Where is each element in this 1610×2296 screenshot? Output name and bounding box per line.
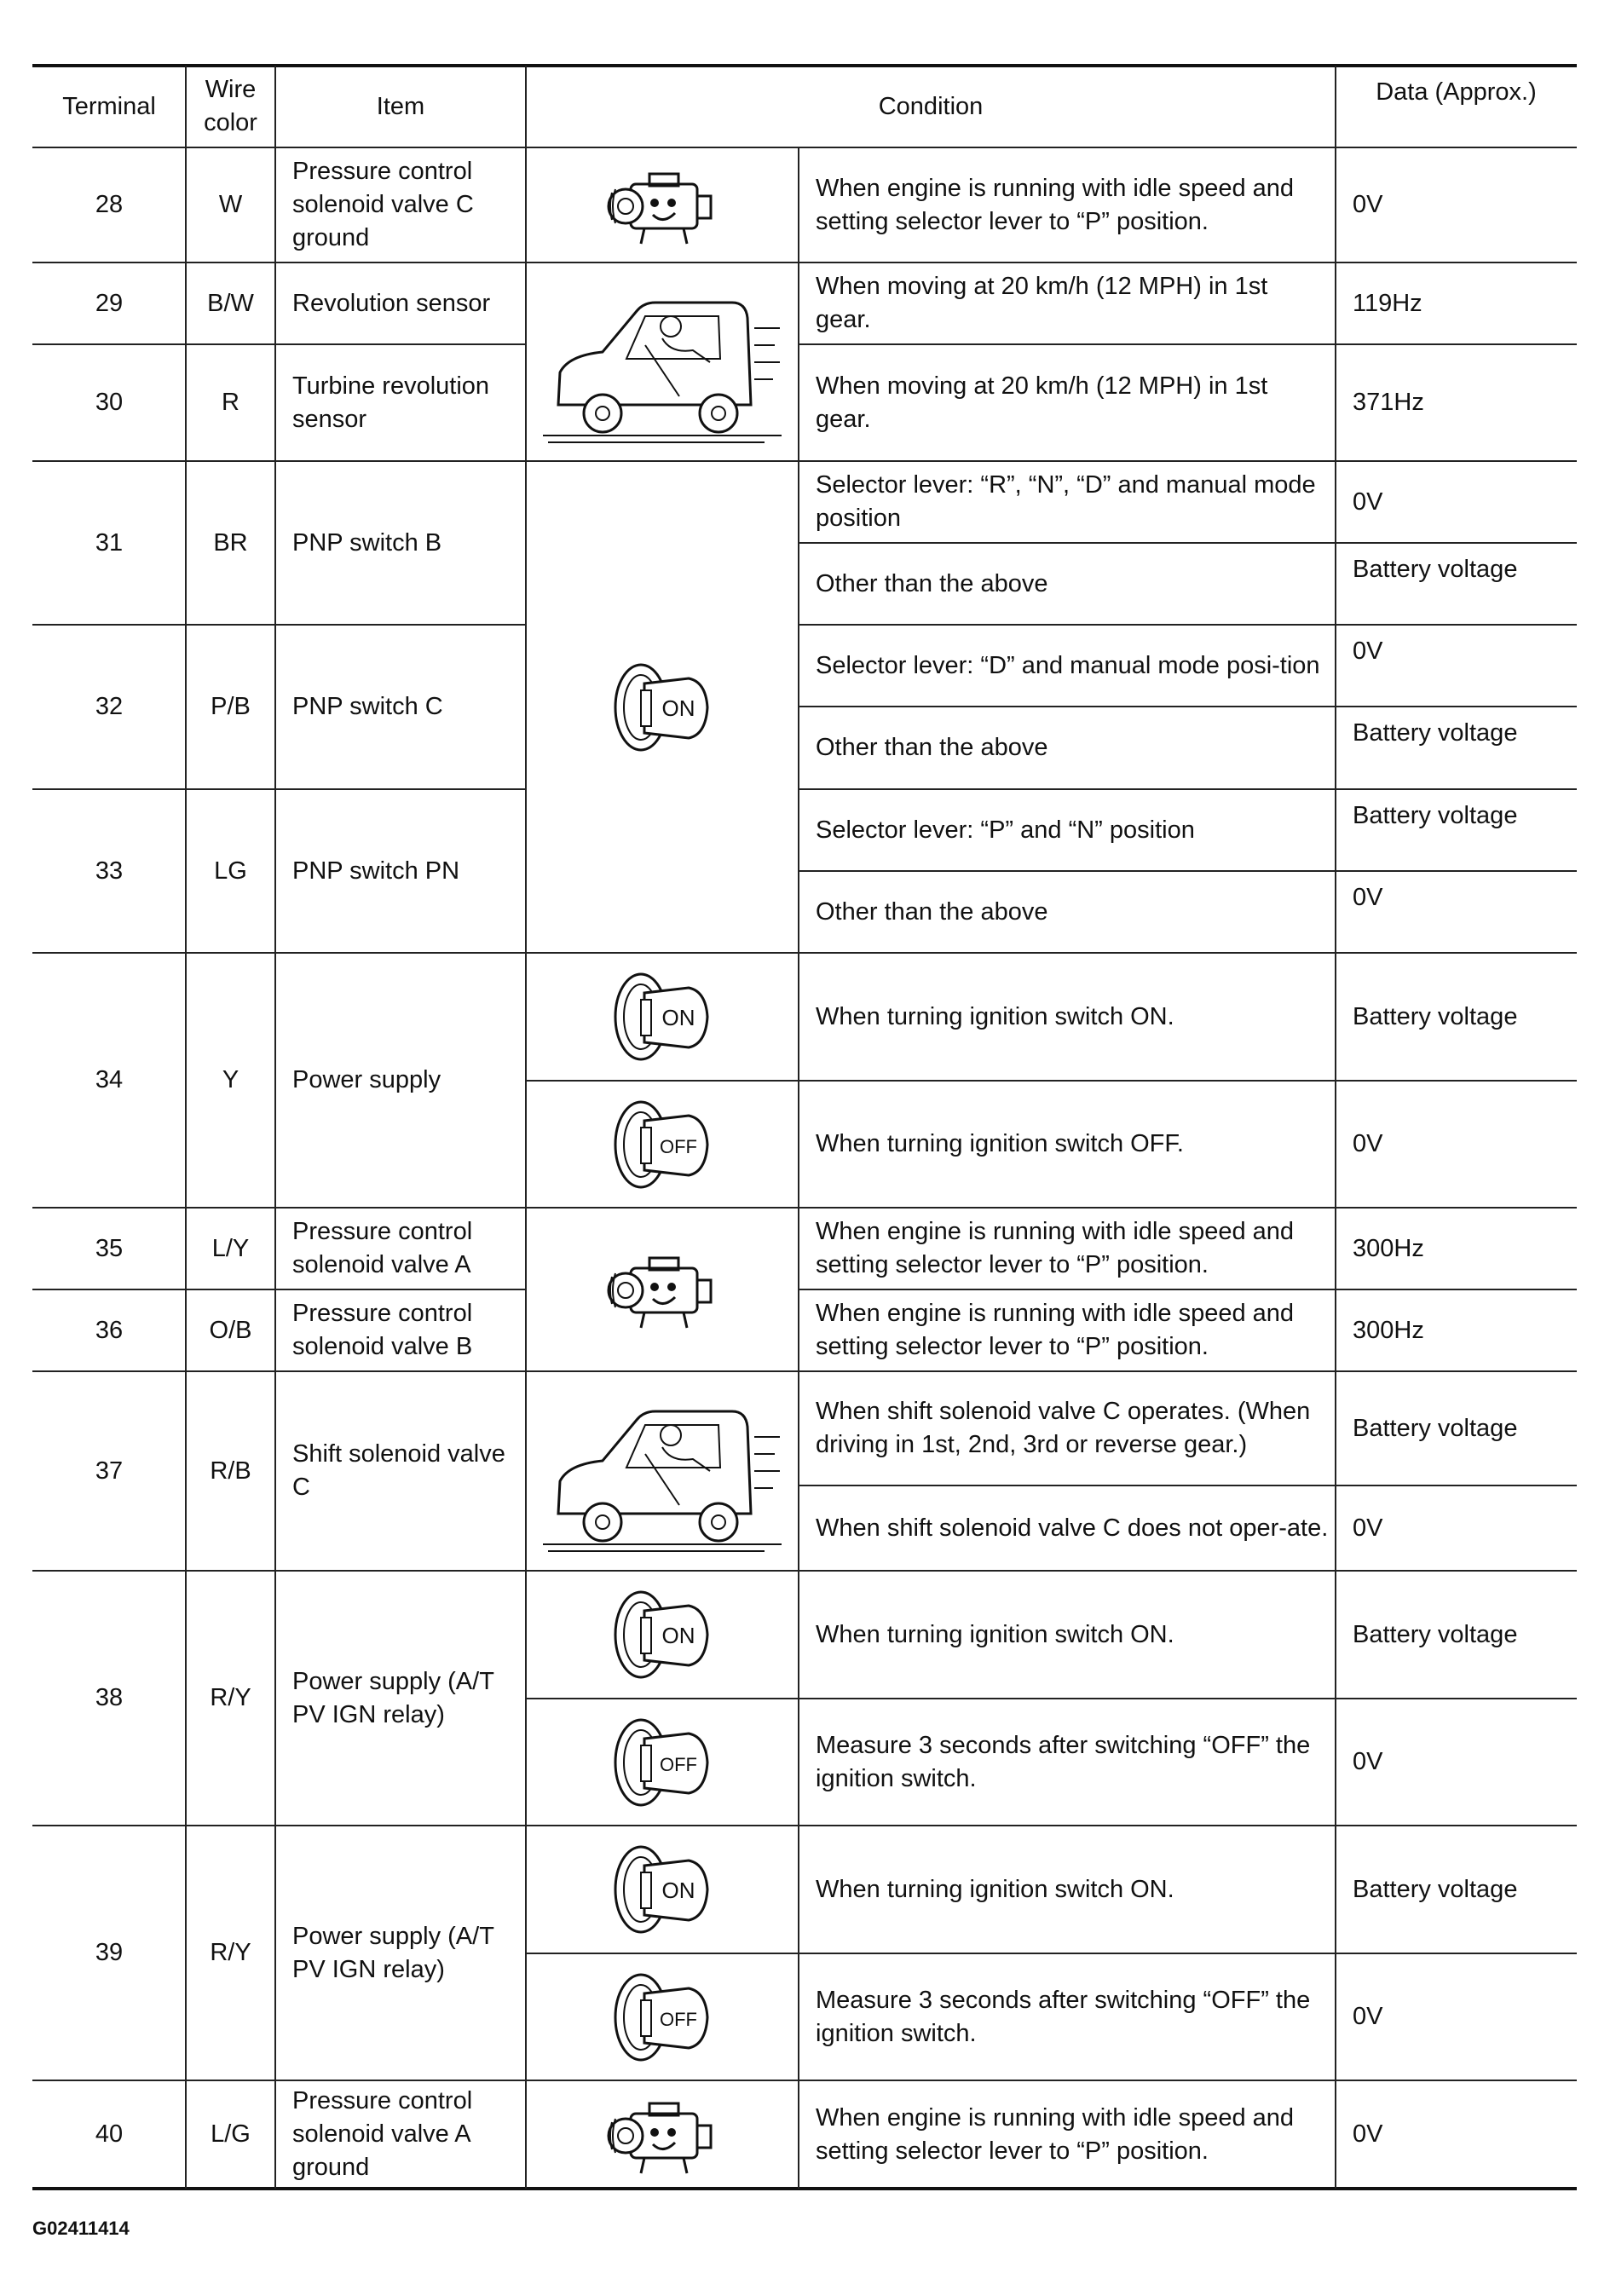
wire-color-cell-text: P/B	[211, 693, 251, 720]
figure-code: G02411414	[32, 2218, 130, 2239]
item-cell-text: Turbine revolution sensor	[292, 372, 490, 433]
engine-running-icon	[526, 2080, 799, 2189]
data-cell	[1336, 262, 1577, 344]
ignition-key-on-icon	[607, 656, 718, 759]
terminal-cell	[32, 953, 186, 1208]
data-cell-text: Battery voltage	[1353, 719, 1518, 747]
column-divider	[274, 66, 276, 2189]
row-divider	[32, 2080, 1577, 2081]
terminal-cell-text: 28	[95, 191, 124, 218]
item-cell	[275, 461, 526, 625]
condition-cell-text: When turning ignition switch ON.	[816, 1875, 1174, 1903]
item-cell	[275, 262, 526, 344]
row-divider	[799, 542, 1577, 544]
row-divider	[32, 1570, 1577, 1572]
data-cell-text: Battery voltage	[1353, 1875, 1518, 1903]
row-divider	[799, 1485, 1577, 1486]
column-divider	[798, 147, 799, 2189]
row-divider	[32, 343, 526, 345]
data-cell-text: 0V	[1353, 2003, 1383, 2030]
data-cell	[1336, 2080, 1577, 2189]
data-cell-text: 300Hz	[1353, 1316, 1424, 1344]
row-divider	[799, 624, 1577, 626]
condition-cell	[799, 871, 1336, 953]
condition-cell-text: Selector lever: “P” and “N” position	[816, 816, 1195, 844]
ignition-key-on-icon	[526, 953, 799, 1081]
row-divider	[32, 952, 1577, 954]
terminal-cell	[32, 1371, 186, 1571]
data-cell	[1336, 147, 1577, 262]
terminal-cell-text: 30	[95, 389, 124, 416]
ignition-key-off-icon	[526, 1953, 799, 2080]
row-divider	[32, 262, 1577, 263]
ignition-key-on-icon	[607, 1838, 718, 1941]
data-cell-text: Battery voltage	[1353, 1414, 1518, 1442]
data-cell	[1336, 1699, 1577, 1826]
row-divider	[799, 1698, 1577, 1699]
wire-color-cell-text: LG	[214, 857, 247, 885]
wire-color-cell-text: W	[218, 191, 243, 218]
row-divider	[799, 343, 1577, 345]
row-divider	[799, 870, 1577, 872]
header-terminal	[32, 66, 186, 147]
row-divider	[32, 64, 1577, 67]
condition-cell	[799, 1699, 1336, 1826]
item-cell	[275, 1208, 526, 1289]
condition-cell	[799, 1208, 1336, 1289]
condition-cell	[799, 1289, 1336, 1371]
row-divider	[799, 1080, 1577, 1082]
ignition-key-off-icon	[526, 1081, 799, 1208]
item-cell-text: Revolution sensor	[292, 289, 491, 317]
item-cell-text: Pressure control solenoid valve A	[292, 1218, 473, 1278]
engine-running-icon	[526, 1208, 799, 1371]
row-divider	[799, 1289, 1577, 1290]
wire-color-cell-text: L/G	[211, 2120, 251, 2148]
condition-cell	[799, 262, 1336, 344]
condition-cell	[799, 344, 1336, 461]
item-cell	[275, 1289, 526, 1371]
item-cell-text: Power supply (A/T PV IGN relay)	[292, 1667, 494, 1728]
data-cell	[1336, 461, 1577, 543]
wire-color-cell-text: R/B	[210, 1457, 251, 1485]
data-cell-text: 0V	[1353, 637, 1383, 665]
data-cell-text: Battery voltage	[1353, 1002, 1518, 1030]
terminal-cell-text: 36	[95, 1316, 124, 1344]
row-divider	[526, 1080, 799, 1082]
item-cell	[275, 1826, 526, 2080]
condition-cell	[799, 1485, 1336, 1571]
data-cell-text: Battery voltage	[1353, 1620, 1518, 1648]
car-driving-icon	[543, 1386, 782, 1556]
data-cell	[1336, 1826, 1577, 1953]
header-wire-color	[186, 66, 275, 147]
condition-cell-text: Other than the above	[816, 734, 1048, 761]
row-divider	[32, 1207, 1577, 1209]
item-cell	[275, 2080, 526, 2189]
svg-text:ON: ON	[661, 1005, 695, 1030]
item-cell	[275, 344, 526, 461]
item-cell-text: Pressure control solenoid valve A ground	[292, 2087, 473, 2181]
condition-cell-text: When engine is running with idle speed and setting selector lever to “P” position.	[816, 1300, 1295, 1360]
condition-cell	[799, 461, 1336, 543]
condition-cell-text: Selector lever: “R”, “N”, “D” and manual mode position	[816, 471, 1316, 532]
row-divider	[32, 1289, 526, 1290]
terminal-cell-text: 38	[95, 1684, 124, 1711]
wire-color-cell-text: R	[222, 389, 239, 416]
data-cell-text: 300Hz	[1353, 1234, 1424, 1262]
wire-color-cell-text: Y	[222, 1066, 239, 1093]
data-cell	[1336, 1081, 1577, 1208]
condition-cell-text: When turning ignition switch OFF.	[816, 1130, 1184, 1157]
engine-running-icon	[607, 1243, 718, 1336]
condition-cell-text: When engine is running with idle speed and setting selector lever to “P” position.	[816, 174, 1295, 235]
item-cell-text: Power supply (A/T PV IGN relay)	[292, 1922, 494, 1983]
wire-color-cell	[186, 461, 275, 625]
wire-color-cell-text: L/Y	[211, 1234, 250, 1262]
terminal-cell	[32, 147, 186, 262]
condition-cell	[799, 2080, 1336, 2189]
condition-cell-text: When moving at 20 km/h (12 MPH) in 1st gear.	[816, 273, 1268, 333]
data-cell	[1336, 707, 1577, 789]
data-cell-text: 0V	[1353, 1130, 1383, 1157]
wire-color-cell	[186, 344, 275, 461]
wire-color-cell	[186, 1208, 275, 1289]
data-cell	[1336, 1371, 1577, 1485]
ignition-key-on-icon	[526, 1826, 799, 1953]
item-cell	[275, 1571, 526, 1826]
terminal-cell-text: 34	[95, 1066, 124, 1093]
ignition-key-on-icon	[607, 966, 718, 1068]
data-cell	[1336, 1485, 1577, 1571]
condition-cell	[799, 707, 1336, 789]
terminal-cell-text: 32	[95, 693, 124, 720]
wire-color-cell-text: BR	[213, 528, 248, 557]
item-cell	[275, 625, 526, 789]
condition-cell	[799, 1826, 1336, 1953]
item-cell-text: Pressure control solenoid valve C ground	[292, 158, 474, 251]
row-divider	[799, 706, 1577, 707]
header-data	[1336, 66, 1577, 147]
wire-color-cell	[186, 625, 275, 789]
row-divider	[32, 1370, 1577, 1372]
item-cell	[275, 789, 526, 953]
svg-text:OFF: OFF	[660, 2008, 697, 2030]
item-cell-text: PNP switch PN	[292, 857, 460, 885]
data-cell	[1336, 543, 1577, 625]
row-divider	[32, 624, 526, 626]
data-cell	[1336, 1953, 1577, 2080]
item-cell-text: PNP switch B	[292, 528, 442, 557]
condition-cell-text: Other than the above	[816, 569, 1048, 597]
car-driving-icon	[526, 262, 799, 461]
data-cell-text: 0V	[1353, 487, 1383, 516]
svg-text:ON: ON	[661, 695, 695, 721]
wire-color-cell	[186, 1826, 275, 2080]
row-divider	[32, 460, 1577, 462]
condition-cell	[799, 147, 1336, 262]
terminal-cell-text: 40	[95, 2120, 124, 2148]
condition-cell-text: When shift solenoid valve C operates. (When driving in 1st, 2nd, 3rd or reverse gear.)	[816, 1398, 1311, 1458]
terminal-cell	[32, 1571, 186, 1826]
data-cell-text: 0V	[1353, 191, 1383, 218]
header-terminal-text: Terminal	[62, 92, 156, 120]
column-divider	[185, 66, 187, 2189]
item-cell-text: Power supply	[292, 1066, 441, 1093]
condition-cell-text: When moving at 20 km/h (12 MPH) in 1st gear.	[816, 372, 1268, 433]
data-cell-text: Battery voltage	[1353, 802, 1518, 829]
row-divider	[32, 788, 526, 790]
terminal-cell	[32, 262, 186, 344]
data-cell	[1336, 1571, 1577, 1699]
wire-color-cell-text: O/B	[209, 1316, 252, 1344]
terminal-cell	[32, 1208, 186, 1289]
column-divider	[525, 66, 527, 2189]
terminal-cell-text: 37	[95, 1457, 124, 1485]
terminal-cell-text: 31	[95, 528, 124, 557]
data-cell	[1336, 1289, 1577, 1371]
ignition-key-on-icon	[607, 1584, 718, 1686]
wire-color-cell-text: B/W	[207, 289, 254, 317]
item-cell-text: PNP switch C	[292, 693, 443, 720]
item-cell	[275, 1371, 526, 1571]
header-wire-color-text: Wire color	[204, 76, 257, 136]
data-cell	[1336, 1208, 1577, 1289]
header-item	[275, 66, 526, 147]
terminal-cell	[32, 789, 186, 953]
terminal-cell	[32, 344, 186, 461]
row-divider	[32, 2187, 1577, 2190]
condition-cell-text: When engine is running with idle speed and setting selector lever to “P” position.	[816, 1218, 1295, 1278]
row-divider	[526, 1953, 799, 1954]
condition-cell-text: Other than the above	[816, 897, 1048, 926]
data-cell	[1336, 344, 1577, 461]
terminal-cell-text: 33	[95, 857, 124, 885]
condition-cell	[799, 953, 1336, 1081]
item-cell	[275, 147, 526, 262]
condition-cell	[799, 1371, 1336, 1485]
data-cell	[1336, 625, 1577, 707]
car-driving-icon	[543, 277, 782, 447]
terminal-cell-text: 29	[95, 289, 124, 317]
ignition-key-on-icon	[526, 461, 799, 953]
data-cell-text: Battery voltage	[1353, 556, 1518, 583]
condition-cell-text: Measure 3 seconds after switching “OFF” the ignition switch.	[816, 1731, 1311, 1792]
engine-running-icon	[607, 2088, 718, 2182]
terminal-cell	[32, 461, 186, 625]
wire-color-cell	[186, 1289, 275, 1371]
svg-text:OFF: OFF	[660, 1135, 697, 1157]
ignition-key-off-icon	[607, 1966, 718, 2068]
wire-color-cell	[186, 789, 275, 953]
data-cell-text: 119Hz	[1353, 289, 1422, 317]
data-cell	[1336, 871, 1577, 953]
svg-text:ON: ON	[661, 1623, 695, 1648]
item-cell	[275, 953, 526, 1208]
row-divider	[799, 788, 1577, 790]
condition-cell	[799, 1081, 1336, 1208]
svg-text:OFF: OFF	[660, 1753, 697, 1775]
header-data-text: Data (Approx.)	[1376, 78, 1537, 106]
item-cell-text: Shift solenoid valve C	[292, 1440, 505, 1501]
condition-cell-text: Selector lever: “D” and manual mode posi-tion	[816, 651, 1320, 679]
data-cell-text: 0V	[1353, 1748, 1383, 1775]
condition-cell	[799, 625, 1336, 707]
svg-text:ON: ON	[661, 1878, 695, 1903]
condition-cell-text: When shift solenoid valve C does not oper-ate.	[816, 1514, 1329, 1542]
ignition-key-off-icon	[607, 1093, 718, 1196]
header-item-text: Item	[376, 92, 425, 120]
condition-cell-text: When engine is running with idle speed and setting selector lever to “P” position.	[816, 2103, 1295, 2165]
condition-cell-text: When turning ignition switch ON.	[816, 1620, 1174, 1648]
ignition-key-off-icon	[607, 1711, 718, 1814]
wire-color-cell-text: R/Y	[210, 1684, 251, 1711]
wire-color-cell-text: R/Y	[210, 1939, 251, 1966]
data-cell-text: 0V	[1353, 884, 1383, 911]
data-cell-text: 0V	[1353, 2120, 1383, 2148]
wire-color-cell	[186, 953, 275, 1208]
row-divider	[526, 1698, 799, 1699]
wire-color-cell	[186, 1371, 275, 1571]
condition-cell-text: Measure 3 seconds after switching “OFF” the ignition switch.	[816, 1986, 1311, 2047]
terminal-cell	[32, 1826, 186, 2080]
row-divider	[32, 147, 1577, 148]
data-cell	[1336, 789, 1577, 871]
condition-cell	[799, 1953, 1336, 2080]
data-cell-text: 0V	[1353, 1514, 1383, 1542]
condition-cell	[799, 543, 1336, 625]
row-divider	[799, 1953, 1577, 1954]
terminal-cell-text: 39	[95, 1939, 124, 1966]
data-cell-text: 371Hz	[1353, 389, 1424, 416]
ignition-key-off-icon	[526, 1699, 799, 1826]
item-cell-text: Pressure control solenoid valve B	[292, 1300, 473, 1360]
condition-cell	[799, 1571, 1336, 1699]
terminal-cell	[32, 2080, 186, 2189]
terminal-cell-text: 35	[95, 1234, 124, 1262]
terminal-cell	[32, 625, 186, 789]
row-divider	[32, 1825, 1577, 1826]
engine-running-icon	[526, 147, 799, 262]
wire-color-cell	[186, 262, 275, 344]
wire-color-cell	[186, 147, 275, 262]
car-driving-icon	[526, 1371, 799, 1571]
terminal-cell	[32, 1289, 186, 1371]
ignition-key-on-icon	[526, 1571, 799, 1699]
wire-color-cell	[186, 2080, 275, 2189]
wire-color-cell	[186, 1571, 275, 1826]
data-cell	[1336, 953, 1577, 1081]
engine-running-icon	[607, 159, 718, 252]
condition-cell-text: When turning ignition switch ON.	[816, 1002, 1174, 1030]
column-divider	[1335, 66, 1336, 2189]
header-condition-text: Condition	[878, 92, 984, 120]
condition-cell	[799, 789, 1336, 871]
header-condition	[526, 66, 1336, 147]
